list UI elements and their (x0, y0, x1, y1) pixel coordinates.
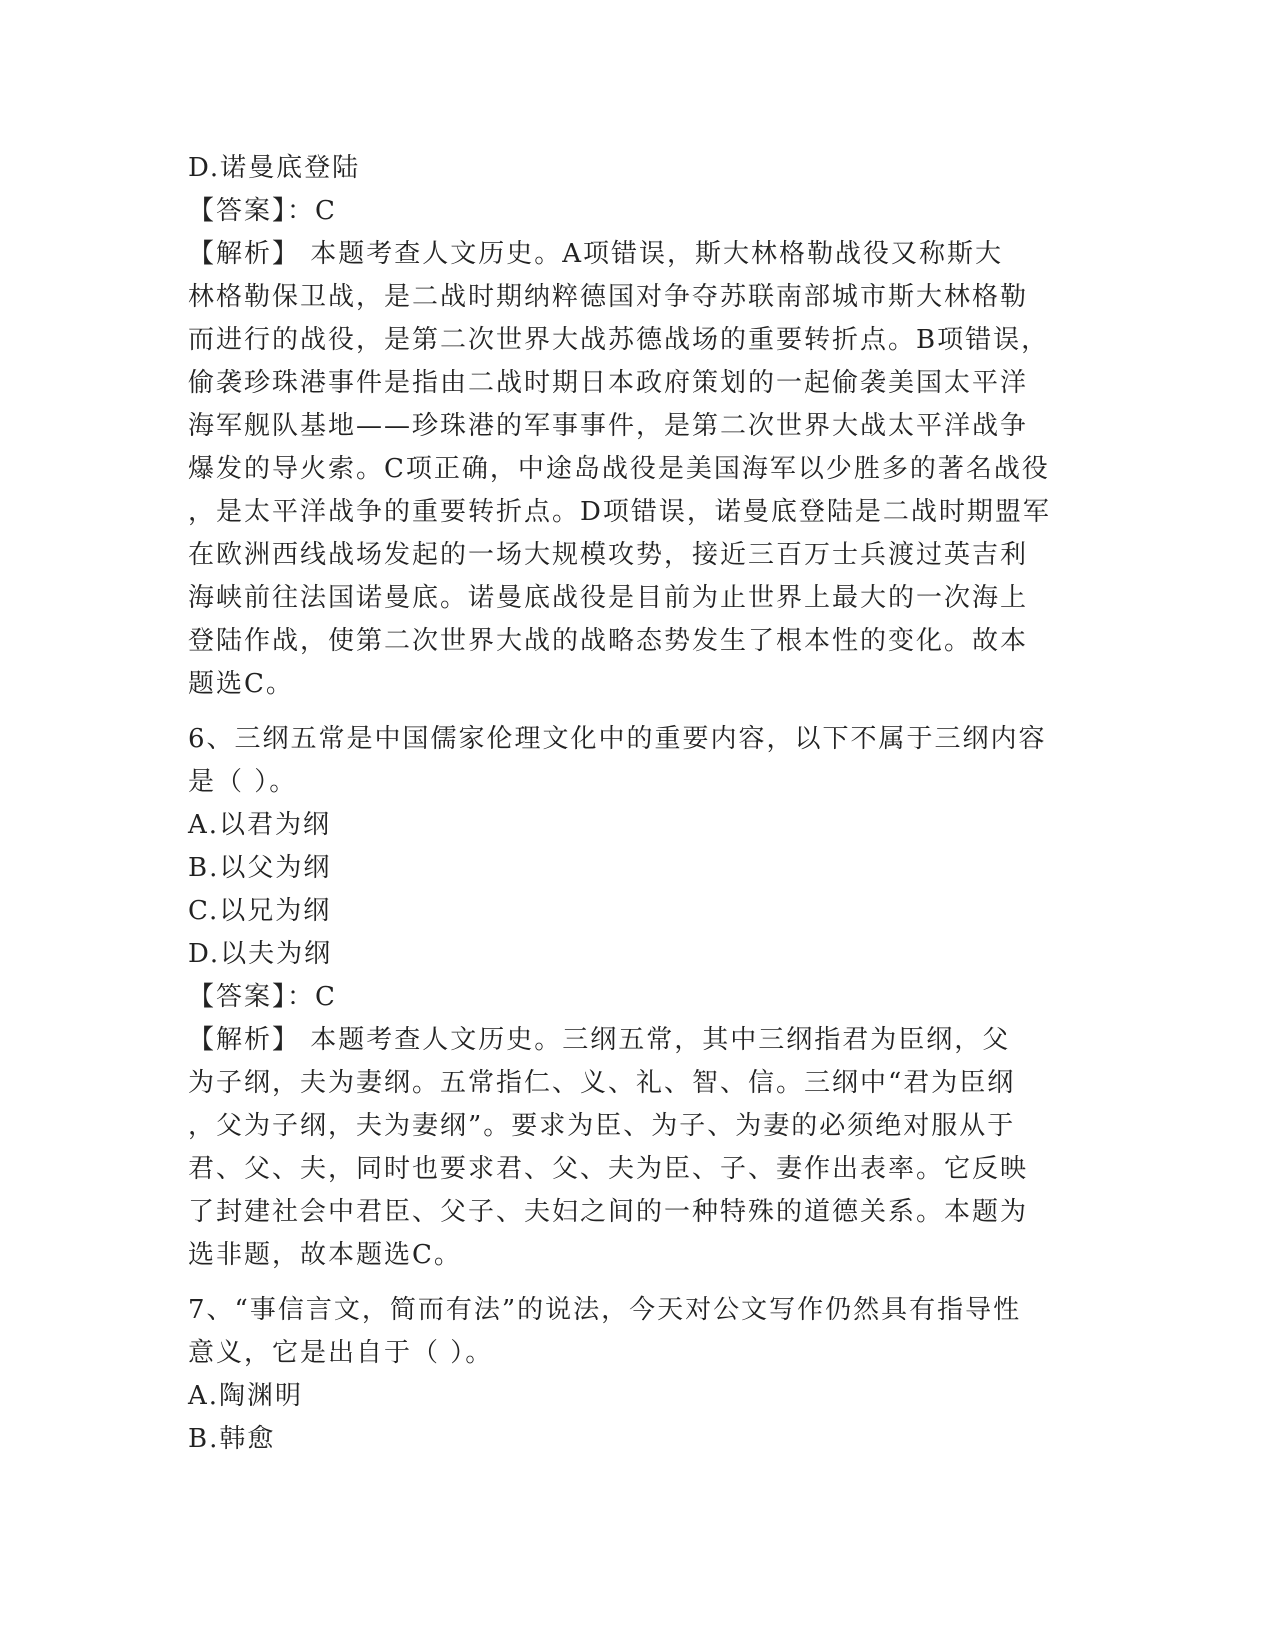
section-gap (188, 1277, 1088, 1289)
q6-answer: 【答案】：C (188, 982, 337, 1012)
q6-stem-line: 6、三纲五常是中国儒家伦理文化中的重要内容，以下不属于三纲内容 (188, 724, 1047, 754)
q6-option-d: D.以夫为纲 (188, 939, 333, 969)
q7-stem-line: 意义，它是出自于（ ）。 (188, 1338, 494, 1368)
q7-option-b: B.韩愈 (188, 1424, 276, 1454)
q6-analysis-line: 为子纲，夫为妻纲。五常指仁、义、礼、智、信。三纲中“君为臣纲 (188, 1068, 1016, 1098)
q6-analysis-line: ，父为子纲，夫为妻纲”。要求为臣、为子、为妻的必须绝对服从于 (188, 1111, 1016, 1141)
q5-analysis-line: 偷袭珍珠港事件是指由二战时期日本政府策划的一起偷袭美国太平洋 (188, 368, 1029, 398)
q6-analysis (188, 1019, 1088, 1277)
q6-stem-line: 是（ ）。 (188, 767, 298, 797)
q5-analysis-line: 海峡前往法国诺曼底。诺曼底战役是目前为止世界上最大的一次海上 (188, 583, 1029, 613)
q6-option-c: C.以兄为纲 (188, 896, 332, 926)
q5-answer: 【答案】：C (188, 196, 337, 226)
q6-option-b: B.以父为纲 (188, 853, 332, 883)
q6-analysis-line: 君、父、夫，同时也要求君、父、夫为臣、子、妻作出表率。它反映 (188, 1154, 1029, 1184)
q7-stem (188, 1289, 1088, 1375)
q5-analysis-line: 林格勒保卫战，是二战时期纳粹德国对争夺苏联南部城市斯大林格勒 (188, 282, 1029, 312)
q7-option-a: A.陶渊明 (188, 1381, 304, 1411)
q6-analysis-line: 了封建社会中君臣、父子、夫妇之间的一种特殊的道德关系。本题为 (188, 1197, 1029, 1227)
q5-analysis-line: 海军舰队基地——珍珠港的军事事件，是第二次世界大战太平洋战争 (188, 411, 1029, 441)
document-content (188, 147, 1088, 1461)
q7-stem-line: 7、“事信言文，简而有法”的说法，今天对公文写作仍然具有指导性 (188, 1295, 1022, 1325)
q5-analysis-line: 而进行的战役，是第二次世界大战苏德战场的重要转折点。B项错误， (188, 325, 1050, 355)
q5-analysis-line: 登陆作战，使第二次世界大战的战略态势发生了根本性的变化。故本 (188, 626, 1029, 656)
q6-analysis-line: 选非题，故本题选C。 (188, 1240, 462, 1270)
q6-analysis-line: 【解析】 本题考查人文历史。三纲五常，其中三纲指君为臣纲，父 (188, 1025, 1011, 1055)
q5-analysis-line: ，是太平洋战争的重要转折点。D项错误，诺曼底登陆是二战时期盟军 (188, 497, 1051, 527)
q6-option-a: A.以君为纲 (188, 810, 332, 840)
section-gap (188, 706, 1088, 718)
q5-analysis-line: 爆发的导火索。C项正确，中途岛战役是美国海军以少胜多的著名战役 (188, 454, 1050, 484)
q6-stem (188, 718, 1088, 804)
q5-analysis-line: 在欧洲西线战场发起的一场大规模攻势，接近三百万士兵渡过英吉利 (188, 540, 1029, 570)
q5-analysis-line: 题选C。 (188, 669, 294, 699)
q5-analysis-line: 【解析】 本题考查人文历史。A项错误，斯大林格勒战役又称斯大 (188, 239, 1004, 269)
q5-analysis (188, 233, 1088, 706)
q5-option-d: D.诺曼底登陆 (188, 153, 361, 183)
